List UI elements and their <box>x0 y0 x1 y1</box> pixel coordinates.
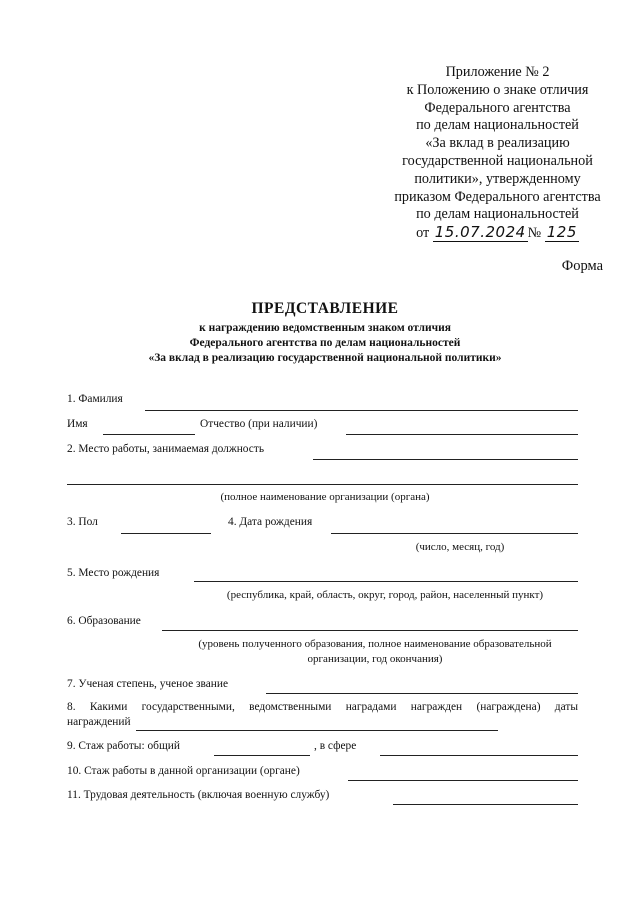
appendix-line: государственной национальной <box>402 152 593 169</box>
experience-org-line[interactable] <box>348 780 578 781</box>
appendix-header <box>370 64 625 243</box>
workplace-line-2[interactable] <box>67 484 578 485</box>
workplace-label: 2. Место работы, занимаемая должность <box>67 443 265 455</box>
birthplace-line[interactable] <box>194 581 578 582</box>
appendix-line: политики», утвержденному <box>414 170 581 187</box>
experience-org-label: 10. Стаж работы в данной организации (органе) <box>67 765 300 777</box>
appendix-line: Федерального агентства <box>424 99 571 116</box>
document-subtitle <box>60 321 590 366</box>
awards-label-line-2: награждений <box>67 716 131 728</box>
appendix-line: «За вклад в реализацию <box>425 135 570 152</box>
appendix-line: по делам национальностей <box>416 206 579 223</box>
birthdate-hint: (число, месяц, год) <box>415 541 505 553</box>
education-line[interactable] <box>162 630 578 631</box>
name-line[interactable] <box>103 434 195 435</box>
appendix-line: к Положению о знаке отличия <box>406 81 589 98</box>
sex-line[interactable] <box>121 533 211 534</box>
document-title: ПРЕДСТАВЛЕНИЕ <box>251 300 399 317</box>
labor-activity-label: 11. Трудовая деятельность (включая военную службу) <box>67 789 330 801</box>
handwritten-date: 15.07.2024 <box>434 223 526 242</box>
awards-label-line-1: 8. Какими государственными, ведомственными наградами награжден (награждена) даты <box>67 701 578 713</box>
subtitle-line: Федерального агентства по делам национальностей <box>189 337 461 349</box>
experience-total-label: 9. Стаж работы: общий <box>67 740 180 752</box>
patronymic-line[interactable] <box>346 434 578 435</box>
appendix-line: по делам национальностей <box>416 117 579 134</box>
birthdate-label: 4. Дата рождения <box>228 516 313 528</box>
experience-sphere-label: , в сфере <box>314 740 357 752</box>
experience-total-line[interactable] <box>214 755 310 756</box>
surname-label: 1. Фамилия <box>67 393 123 405</box>
awards-line[interactable] <box>136 730 498 731</box>
handwritten-number: 125 <box>546 223 577 242</box>
workplace-hint: (полное наименование организации (органа) <box>220 491 430 503</box>
workplace-line[interactable] <box>313 459 578 460</box>
form-label: Форма <box>561 258 603 274</box>
patronymic-label: Отчество (при наличии) <box>200 418 318 430</box>
degree-line[interactable] <box>266 693 578 694</box>
subtitle-line: к награждению ведомственным знаком отличия <box>199 322 451 334</box>
appendix-line: приказом Федерального агентства <box>394 188 601 205</box>
order-date-line <box>370 224 625 243</box>
education-label: 6. Образование <box>67 615 141 627</box>
sex-label: 3. Пол <box>67 516 98 528</box>
birthplace-hint: (республика, край, область, округ, город, район, населенный пункт) <box>226 589 544 601</box>
birthdate-line[interactable] <box>331 533 578 534</box>
appendix-line: Приложение № 2 <box>445 64 550 80</box>
degree-label: 7. Ученая степень, ученое звание <box>67 678 229 690</box>
name-label: Имя <box>67 418 88 430</box>
surname-line[interactable] <box>145 410 578 411</box>
labor-activity-line[interactable] <box>393 804 578 805</box>
education-hint-2: организации, год окончания) <box>307 653 443 665</box>
experience-sphere-line[interactable] <box>380 755 578 756</box>
education-hint-1: (уровень полученного образования, полное наименование образовательной <box>198 638 552 650</box>
date-prefix: от <box>416 225 430 242</box>
birthplace-label: 5. Место рождения <box>67 567 160 579</box>
subtitle-line: «За вклад в реализацию государственной национальной политики» <box>148 352 502 364</box>
number-prefix: № <box>527 225 542 242</box>
